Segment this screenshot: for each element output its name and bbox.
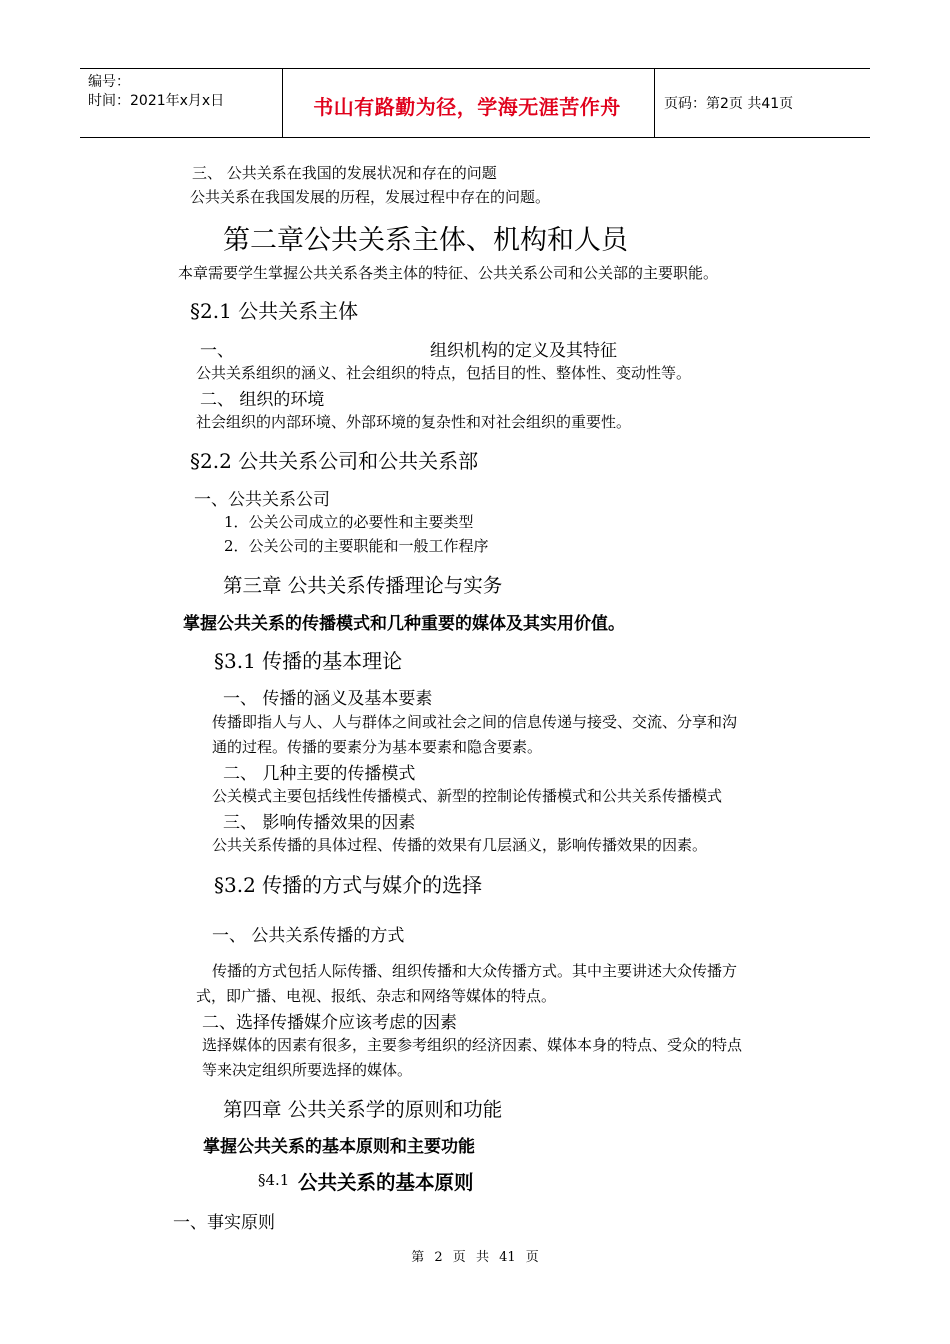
section-title: 公共关系的基本原则 [298,1171,474,1194]
subsection-title: 组织机构的定义及其特征 [430,341,617,361]
header-motto: 书山有路勤为径，学海无涯苦作舟 [313,95,621,119]
list-item: 2．公关公司的主要职能和一般工作程序 [224,537,489,555]
section-title: §2.2 公共关系公司和公共关系部 [190,449,479,473]
paragraph: 公关模式主要包括线性传播模式、新型的控制论传播模式和公共关系传播模式 [212,787,723,805]
subsection-title: 二、选择传播媒介应该考虑的因素 [202,1013,457,1033]
paragraph: 式，即广播、电视、报纸、杂志和网络等媒体的特点。 [196,987,557,1005]
subsection-title: 一、公共关系公司 [194,490,330,510]
section-title: §3.1 传播的基本理论 [214,649,403,673]
subsection-title: 一、事实原则 [173,1213,275,1233]
footer-di: 第 [411,1250,425,1265]
chapter-title: 第二章公共关系主体、机构和人员 [223,225,628,256]
list-item: 1．公关公司成立的必要性和主要类型 [224,513,474,531]
paragraph: 等来决定组织所要选择的媒体。 [202,1061,413,1079]
paragraph: 传播即指人与人、人与群体之间或社会之间的信息传递与接受、交流、分享和沟 [212,713,738,731]
document-time-label: 时间：2021年x月x日 [88,93,225,109]
subsection-title: 一、 公共关系传播的方式 [212,926,405,946]
paragraph: 公共关系在我国发展的历程，发展过程中存在的问题。 [190,188,551,206]
section-title: §3.2 传播的方式与媒介的选择 [214,873,483,897]
paragraph: 传播的方式包括人际传播、组织传播和大众传播方式。其中主要讲述大众传播方 [212,962,738,980]
chapter-intro: 本章需要学生掌握公共关系各类主体的特征、公共关系公司和公关部的主要职能。 [178,264,719,282]
subsection-title: 三、 影响传播效果的因素 [223,813,416,833]
document-header [80,68,870,138]
header-left-cell [88,73,224,111]
paragraph: 选择媒体的因素有很多，主要参考组织的经济因素、媒体本身的特点、受众的特点 [202,1036,743,1054]
footer-ye: 页 [452,1250,466,1265]
chapter-title: 第四章 公共关系学的原则和功能 [223,1098,503,1121]
paragraph: 公共关系传播的具体过程、传播的效果有几层涵义，影响传播效果的因素。 [212,836,708,854]
paragraph: 社会组织的内部环境、外部环境的复杂性和对社会组织的重要性。 [196,413,632,431]
footer-gong: 共 [475,1250,489,1265]
section-number: §4.1 [258,1171,290,1189]
header-divider [654,69,655,137]
section-title: §2.1 公共关系主体 [190,299,359,323]
chapter-intro: 掌握公共关系的传播模式和几种重要的媒体及其实用价值。 [183,614,625,634]
header-page-info: 页码：第2页 共41页 [664,96,794,112]
page-footer [0,1246,950,1265]
section-heading: 三、 公共关系在我国的发展状况和存在的问题 [192,164,497,182]
footer-page-number: 2 [434,1250,443,1265]
subsection-title: 一、 传播的涵义及基本要素 [223,689,433,709]
paragraph: 公共关系组织的涵义、社会组织的特点，包括目的性、整体性、变动性等。 [196,364,692,382]
footer-total-pages: 41 [499,1250,516,1265]
subsection-title: 二、 组织的环境 [200,390,325,410]
chapter-intro: 掌握公共关系的基本原则和主要功能 [203,1137,475,1157]
footer-ye2: 页 [525,1250,539,1265]
document-number-label: 编号： [88,74,130,90]
paragraph: 通的过程。传播的要素分为基本要素和隐含要素。 [212,738,543,756]
chapter-title: 第三章 公共关系传播理论与实务 [223,574,503,597]
list-marker: 一、 [200,341,234,361]
subsection-title: 二、 几种主要的传播模式 [223,764,416,784]
